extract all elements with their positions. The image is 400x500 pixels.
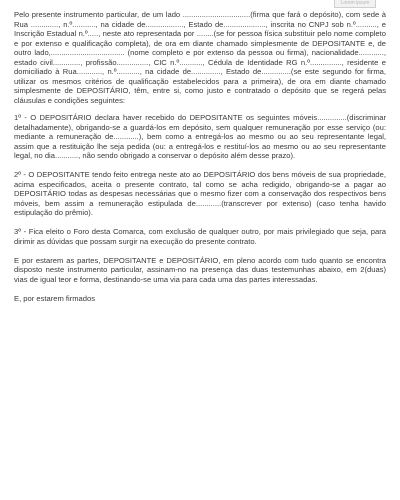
clause-2-paragraph: 2º - O DEPOSITANTE tendo feito entrega neste ato ao DEPOSITÁRIO dos bens móveis de sua propriedade, acima especificados, aceita o presente contrato, tal como se acha redigido, obrigando-se a pagar ao DEPOSITÁRIO todas as despesas necessárias que o mesmo fizer com a conservação dos respectivos bens móveis, bem assim a remuneração estipulada de............(transcrever por extenso) (caso tenha havido estipulação do prêmio). xyxy=(14,170,386,217)
clause-1-paragraph: 1º - O DEPOSITÁRIO declara haver recebido do DEPOSITANTE os seguintes móveis..............(discriminar detalhadamente), obrigando-se a guardá-los em depósito, sem qualquer remuneração por esse serviço (ou: mediante a remuneração de............), bem como a entregá-los ao mesmo ou ao seu representante legal, assim que a restituição lhe seja pedida (ou: a entregá-los e restituí-los ao mesmo ou ao seu representante legal, no dia..........., não sendo obrigado a conservar o depósito além desse prazo). xyxy=(14,113,386,160)
closing-paragraph: E, por estarem firmados xyxy=(14,293,96,303)
top-badge: Lorem ipsum xyxy=(334,0,376,8)
agreement-paragraph: E por estarem as partes, DEPOSITANTE e DEPOSITÁRIO, em pleno acordo com tudo quanto se encontra disposto neste instrumento particular, assinam-no na presença das duas testemunhas abaixo, em 2(duas) vias de igual teor e forma, destinando-se uma via para cada uma das partes interessadas. xyxy=(14,255,386,284)
document-body xyxy=(14,10,386,313)
clause-3-paragraph: 3º - Fica eleito o Foro desta Comarca, com exclusão de qualquer outro, por mais privilegiado que seja, para dirimir as dúvidas que possam surgir na execução do presente contrato. xyxy=(14,227,386,246)
contract-intro-paragraph: Pelo presente instrumento particular, de um lado ................................(firma que fará o depósito), com sede à Rua ............., n.º..........., na cidade de.................., Estado de...................., inscrita no CNPJ sob n.º.........., e Inscrição Estadual n.º....., neste ato representada por ........(se for pessoa física substituir pelo nome completo e por extenso e qualificação completa), de ora em diante chamado simplesmente de DEPOSITANTE e, de outro lado,................................... (nome completo e por extenso da pessoa ou firma), nacionalidade............, estado civil............., profissão..............., CIC n.º..........., Cédula de Identidade RG n.º..............., residente e domiciliado à Rua............, n.º..........., na cidade de.............., Estado de..............(se este segundo for firma, utilizar os mesmos critérios de qualificação estabelecidos para a primeira), de ora em diante chamado simplesmente de DEPOSITÁRIO, têm, entre si, como justo e contratado o depósito que se regerá pelas cláusulas e condições seguintes: xyxy=(14,10,386,105)
